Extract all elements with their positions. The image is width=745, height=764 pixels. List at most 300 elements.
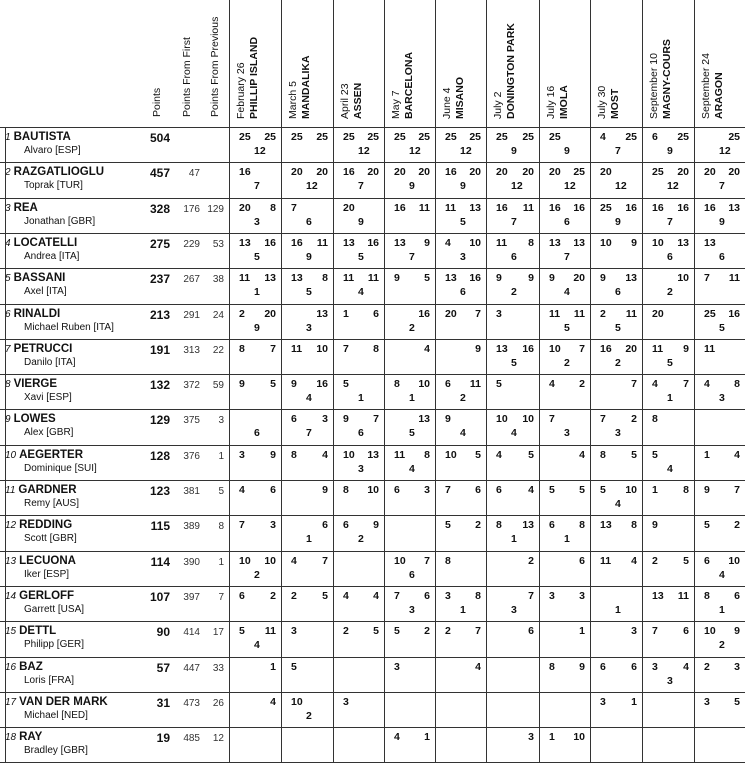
race1-points: 9 bbox=[600, 272, 606, 285]
superpole-points: 12 bbox=[719, 145, 731, 157]
column-divider bbox=[5, 127, 6, 762]
round-result bbox=[539, 268, 590, 303]
race2-points: 6 bbox=[475, 484, 481, 496]
points-from-previous-header: Points From Previous bbox=[209, 16, 221, 117]
race2-points: 7 bbox=[528, 589, 534, 602]
rider-name bbox=[5, 590, 74, 602]
round-result bbox=[486, 692, 539, 727]
race2-points: 25 bbox=[469, 131, 481, 143]
round-result bbox=[539, 374, 590, 409]
table-row bbox=[0, 727, 745, 762]
round-name: ARAGON bbox=[713, 72, 725, 119]
round-result bbox=[435, 692, 486, 727]
round-result bbox=[333, 621, 384, 656]
superpole-points: 5 bbox=[667, 356, 673, 369]
round-result bbox=[590, 304, 642, 339]
round-result bbox=[435, 339, 486, 374]
race1-points: 1 bbox=[343, 307, 349, 320]
round-result bbox=[229, 551, 281, 586]
rider-last-name: RAZGATLIOGLU bbox=[13, 166, 105, 179]
rider-name bbox=[5, 272, 65, 284]
race1-points: 10 bbox=[496, 413, 508, 426]
race1-points: 6 bbox=[704, 554, 710, 567]
race2-points: 6 bbox=[683, 625, 689, 638]
round-result bbox=[384, 304, 435, 339]
race1-points: 11 bbox=[549, 307, 561, 320]
race1-points: 16 bbox=[343, 166, 355, 179]
rider-first-name: Michael Ruben [ITA] bbox=[24, 321, 114, 333]
table-row bbox=[0, 233, 745, 268]
race2-points: 3 bbox=[734, 660, 740, 673]
round-result bbox=[333, 409, 384, 444]
round-result bbox=[642, 268, 694, 303]
round-result bbox=[486, 586, 539, 621]
rider-last-name: REDDING bbox=[19, 519, 73, 532]
race1-points: 2 bbox=[343, 625, 349, 638]
round-result bbox=[435, 621, 486, 656]
round-result bbox=[229, 515, 281, 550]
race2-points: 11 bbox=[728, 272, 740, 285]
race2-points: 16 bbox=[522, 342, 534, 355]
race1-points: 11 bbox=[652, 342, 664, 355]
superpole-points: 1 bbox=[564, 533, 570, 546]
race2-points: 4 bbox=[322, 448, 328, 461]
round-result bbox=[694, 409, 745, 444]
rider-points: 132 bbox=[149, 378, 170, 393]
round-result bbox=[694, 374, 745, 409]
rider-points-from-previous: 3 bbox=[218, 415, 224, 427]
race2-points: 13 bbox=[573, 236, 585, 249]
race2-points: 20 bbox=[264, 307, 276, 320]
round-result bbox=[281, 127, 333, 162]
race2-points: 6 bbox=[322, 519, 328, 532]
race2-points: 6 bbox=[528, 625, 534, 638]
rider-points-from-previous: 12 bbox=[212, 733, 224, 745]
race1-points: 9 bbox=[445, 413, 451, 426]
round-result bbox=[486, 162, 539, 197]
rider-last-name: DETTL bbox=[19, 625, 57, 638]
race2-points: 8 bbox=[683, 484, 689, 496]
rider-points: 107 bbox=[149, 589, 170, 604]
rider-points: 57 bbox=[156, 660, 170, 675]
round-result bbox=[694, 621, 745, 656]
race1-points: 4 bbox=[394, 731, 400, 744]
round-result bbox=[590, 198, 642, 233]
race2-points: 20 bbox=[367, 166, 379, 179]
race1-points: 25 bbox=[239, 131, 251, 143]
rider-points-from-previous: 22 bbox=[212, 344, 224, 356]
round-result bbox=[384, 621, 435, 656]
race1-points: 6 bbox=[445, 378, 451, 391]
race1-points: 11 bbox=[291, 342, 303, 355]
round-result bbox=[281, 445, 333, 480]
race2-points: 16 bbox=[728, 307, 740, 320]
race2-points: 25 bbox=[418, 131, 430, 143]
race2-points: 20 bbox=[418, 166, 430, 179]
round-name: MISANO bbox=[454, 77, 466, 119]
race1-points: 8 bbox=[291, 448, 297, 461]
rider-position: 1 bbox=[5, 132, 11, 143]
race1-points: 5 bbox=[445, 519, 451, 532]
race1-points: 20 bbox=[291, 166, 303, 179]
race1-points: 3 bbox=[394, 660, 400, 673]
round-result bbox=[590, 409, 642, 444]
round-result bbox=[694, 268, 745, 303]
round-date: September 10 bbox=[648, 53, 660, 119]
race1-points: 16 bbox=[704, 201, 716, 214]
rider-position: 12 bbox=[5, 520, 17, 532]
race1-points: 25 bbox=[445, 131, 457, 143]
row-divider bbox=[0, 727, 745, 728]
race2-points: 20 bbox=[728, 166, 740, 179]
rider-last-name: VIERGE bbox=[13, 378, 58, 391]
rider-position: 16 bbox=[5, 661, 17, 673]
race1-points: 11 bbox=[496, 236, 508, 249]
race2-points: 16 bbox=[367, 236, 379, 249]
race2-points: 7 bbox=[683, 378, 689, 391]
race2-points: 5 bbox=[734, 695, 740, 708]
superpole-points: 1 bbox=[306, 533, 312, 546]
race1-points: 10 bbox=[652, 236, 664, 249]
round-result bbox=[384, 480, 435, 515]
round-result bbox=[590, 374, 642, 409]
rider-last-name: GERLOFF bbox=[19, 589, 75, 602]
rider-points-from-first: 267 bbox=[183, 274, 200, 286]
race2-points: 4 bbox=[373, 589, 379, 602]
round-result bbox=[642, 339, 694, 374]
round-result bbox=[539, 445, 590, 480]
round-result bbox=[590, 692, 642, 727]
race2-points: 25 bbox=[573, 166, 585, 179]
row-divider bbox=[0, 409, 745, 410]
round-result bbox=[539, 304, 590, 339]
round-result bbox=[333, 374, 384, 409]
race1-points: 13 bbox=[394, 236, 406, 249]
round-result bbox=[281, 586, 333, 621]
superpole-points: 7 bbox=[254, 180, 260, 193]
superpole-points: 12 bbox=[511, 180, 523, 193]
round-result bbox=[642, 233, 694, 268]
rider-name bbox=[5, 555, 76, 567]
round-result bbox=[281, 162, 333, 197]
rider-points-from-previous: 17 bbox=[212, 627, 224, 639]
round-result bbox=[642, 480, 694, 515]
rider-points: 457 bbox=[149, 166, 170, 181]
race1-points: 2 bbox=[445, 625, 451, 638]
superpole-points: 4 bbox=[667, 462, 673, 475]
round-result bbox=[694, 657, 745, 692]
superpole-points: 4 bbox=[460, 427, 466, 440]
race1-points: 9 bbox=[496, 272, 502, 285]
round-result bbox=[486, 657, 539, 692]
race1-points: 6 bbox=[343, 519, 349, 532]
round-result bbox=[642, 551, 694, 586]
row-divider bbox=[0, 515, 745, 516]
race2-points: 11 bbox=[677, 589, 689, 602]
table-row bbox=[0, 268, 745, 303]
round-result bbox=[384, 127, 435, 162]
rider-name bbox=[5, 625, 56, 637]
race2-points: 25 bbox=[264, 131, 276, 143]
round-header-9 bbox=[642, 0, 694, 127]
superpole-points: 6 bbox=[254, 427, 260, 440]
race2-points: 8 bbox=[475, 589, 481, 602]
table-row bbox=[0, 127, 745, 162]
rider-points: 31 bbox=[156, 695, 170, 710]
table-row bbox=[0, 445, 745, 480]
race2-points: 3 bbox=[631, 625, 637, 638]
race2-points: 5 bbox=[579, 484, 585, 496]
round-result bbox=[435, 480, 486, 515]
race2-points: 8 bbox=[270, 201, 276, 214]
superpole-points: 6 bbox=[667, 250, 673, 263]
race1-points: 11 bbox=[343, 272, 355, 285]
superpole-points: 6 bbox=[719, 250, 725, 263]
superpole-points: 4 bbox=[409, 462, 415, 475]
race2-points: 10 bbox=[367, 484, 379, 496]
round-result bbox=[333, 657, 384, 692]
table-row bbox=[0, 304, 745, 339]
rider-last-name: PETRUCCI bbox=[13, 342, 73, 355]
rider-points-from-first: 390 bbox=[183, 556, 200, 568]
race2-points: 8 bbox=[373, 342, 379, 355]
row-divider bbox=[0, 198, 745, 199]
rider-last-name: RINALDI bbox=[13, 307, 61, 320]
round-result bbox=[486, 515, 539, 550]
race1-points: 20 bbox=[445, 307, 457, 320]
round-result bbox=[384, 692, 435, 727]
superpole-points: 1 bbox=[460, 603, 466, 616]
round-result bbox=[694, 233, 745, 268]
race1-points: 13 bbox=[343, 236, 355, 249]
rider-position: 10 bbox=[5, 449, 17, 461]
superpole-points: 9 bbox=[667, 145, 673, 157]
race1-points: 3 bbox=[343, 695, 349, 708]
rider-first-name: Iker [ESP] bbox=[24, 568, 70, 580]
column-divider bbox=[435, 0, 436, 762]
race1-points: 20 bbox=[652, 307, 664, 320]
rider-points-from-first: 376 bbox=[183, 450, 200, 462]
row-divider bbox=[0, 268, 745, 269]
round-result bbox=[486, 198, 539, 233]
table-row bbox=[0, 692, 745, 727]
race2-points: 13 bbox=[522, 519, 534, 532]
row-divider bbox=[0, 657, 745, 658]
round-result bbox=[229, 586, 281, 621]
superpole-points: 4 bbox=[306, 392, 312, 405]
rider-points: 328 bbox=[149, 201, 170, 216]
points-header-cell bbox=[144, 0, 170, 127]
round-result bbox=[435, 551, 486, 586]
superpole-points: 7 bbox=[511, 215, 517, 228]
round-result bbox=[229, 127, 281, 162]
race1-points: 6 bbox=[239, 589, 245, 602]
race2-points: 20 bbox=[522, 166, 534, 179]
race2-points: 5 bbox=[424, 272, 430, 285]
rider-first-name: Loris [FRA] bbox=[24, 674, 75, 686]
round-result bbox=[486, 339, 539, 374]
race1-points: 1 bbox=[652, 484, 658, 496]
superpole-points: 4 bbox=[511, 427, 517, 440]
race2-points: 2 bbox=[424, 625, 430, 638]
round-result bbox=[281, 268, 333, 303]
rider-position: 18 bbox=[5, 732, 17, 744]
round-result bbox=[435, 727, 486, 762]
rider-last-name: BAZ bbox=[19, 660, 43, 673]
rider-first-name: Dominique [SUI] bbox=[24, 462, 97, 474]
round-name: DONINGTON PARK bbox=[505, 23, 517, 119]
race1-points: 16 bbox=[394, 201, 406, 214]
race2-points: 10 bbox=[469, 236, 481, 249]
round-result bbox=[486, 127, 539, 162]
race2-points: 7 bbox=[631, 378, 637, 391]
superpole-points: 6 bbox=[409, 568, 415, 581]
race1-points: 13 bbox=[291, 272, 303, 285]
row-divider bbox=[0, 233, 745, 234]
race1-points: 5 bbox=[600, 484, 606, 496]
round-result bbox=[642, 515, 694, 550]
rider-last-name: LECUONA bbox=[19, 554, 76, 567]
table-row bbox=[0, 515, 745, 550]
points-header: Points bbox=[151, 87, 163, 117]
round-result bbox=[539, 409, 590, 444]
rider-position: 2 bbox=[5, 167, 11, 179]
round-result bbox=[435, 304, 486, 339]
round-result bbox=[694, 515, 745, 550]
race2-points: 16 bbox=[316, 378, 328, 391]
superpole-points: 7 bbox=[409, 250, 415, 263]
row-divider bbox=[0, 551, 745, 552]
race1-points: 4 bbox=[549, 378, 555, 391]
round-result bbox=[333, 233, 384, 268]
race1-points: 9 bbox=[394, 272, 400, 285]
column-divider bbox=[229, 0, 230, 762]
round-result bbox=[486, 233, 539, 268]
race2-points: 10 bbox=[625, 484, 637, 496]
round-result bbox=[694, 551, 745, 586]
race2-points: 7 bbox=[270, 342, 276, 355]
rider-points-from-previous: 33 bbox=[212, 662, 224, 674]
race2-points: 5 bbox=[528, 448, 534, 461]
superpole-points: 2 bbox=[719, 639, 725, 652]
superpole-points: 1 bbox=[358, 392, 364, 405]
round-result bbox=[694, 339, 745, 374]
superpole-points: 2 bbox=[667, 286, 673, 299]
superpole-points: 6 bbox=[564, 215, 570, 228]
race1-points: 9 bbox=[239, 378, 245, 391]
race2-points: 4 bbox=[579, 448, 585, 461]
table-row bbox=[0, 621, 745, 656]
rider-name bbox=[5, 519, 72, 531]
round-result bbox=[539, 692, 590, 727]
race1-points: 9 bbox=[652, 519, 658, 532]
rider-position: 7 bbox=[5, 343, 11, 355]
superpole-points: 5 bbox=[719, 321, 725, 334]
race2-points: 3 bbox=[424, 484, 430, 496]
rider-position: 11 bbox=[5, 485, 16, 496]
superpole-points: 5 bbox=[306, 286, 312, 299]
race1-points: 7 bbox=[704, 272, 710, 285]
round-result bbox=[590, 127, 642, 162]
rider-last-name: BASSANI bbox=[13, 272, 66, 285]
round-result bbox=[281, 692, 333, 727]
superpole-points: 1 bbox=[409, 392, 415, 405]
superpole-points: 5 bbox=[358, 250, 364, 263]
race1-points: 4 bbox=[445, 236, 451, 249]
race1-points: 10 bbox=[291, 695, 303, 708]
round-result bbox=[539, 657, 590, 692]
round-result bbox=[642, 692, 694, 727]
race1-points: 10 bbox=[343, 448, 355, 461]
race2-points: 13 bbox=[316, 307, 328, 320]
race2-points: 13 bbox=[677, 236, 689, 249]
rider-last-name: AEGERTER bbox=[19, 448, 84, 461]
round-result bbox=[333, 268, 384, 303]
superpole-points: 4 bbox=[564, 286, 570, 299]
race2-points: 2 bbox=[631, 413, 637, 426]
race2-points: 4 bbox=[424, 342, 430, 355]
rider-points-from-previous: 7 bbox=[218, 591, 224, 603]
round-result bbox=[435, 374, 486, 409]
race2-points: 16 bbox=[625, 201, 637, 214]
superpole-points: 2 bbox=[306, 709, 312, 722]
rider-points-from-first: 291 bbox=[183, 309, 200, 321]
race1-points: 9 bbox=[291, 378, 297, 391]
rider-name bbox=[5, 166, 104, 178]
rider-points-from-first: 229 bbox=[183, 238, 200, 250]
round-result bbox=[694, 304, 745, 339]
rider-name bbox=[5, 237, 77, 249]
rider-position: 14 bbox=[5, 590, 17, 602]
round-date: May 7 bbox=[390, 90, 402, 119]
superpole-points: 9 bbox=[254, 321, 260, 334]
race2-points: 2 bbox=[579, 378, 585, 391]
race1-points: 8 bbox=[704, 589, 710, 602]
round-result bbox=[281, 657, 333, 692]
race1-points: 11 bbox=[394, 448, 406, 461]
superpole-points: 7 bbox=[306, 427, 312, 440]
rider-points-from-first: 375 bbox=[183, 415, 200, 427]
rider-points: 128 bbox=[149, 448, 170, 463]
superpole-points: 3 bbox=[615, 427, 621, 440]
race1-points: 5 bbox=[704, 519, 710, 532]
row-divider bbox=[0, 127, 745, 128]
table-row bbox=[0, 339, 745, 374]
rider-first-name: Remy [AUS] bbox=[24, 498, 80, 509]
round-date: April 23 bbox=[339, 83, 351, 119]
rider-points-from-previous: 1 bbox=[218, 450, 224, 462]
round-result bbox=[435, 198, 486, 233]
round-result bbox=[435, 233, 486, 268]
points-from-first-header: Points From First bbox=[181, 37, 193, 117]
round-result bbox=[435, 127, 486, 162]
row-divider bbox=[0, 304, 745, 305]
superpole-points: 3 bbox=[409, 603, 415, 616]
round-result bbox=[281, 374, 333, 409]
superpole-points: 9 bbox=[719, 215, 725, 228]
rider-first-name: Toprak [TUR] bbox=[24, 180, 83, 192]
row-divider bbox=[0, 762, 745, 763]
race2-points: 10 bbox=[573, 731, 585, 744]
race2-points: 7 bbox=[424, 554, 430, 567]
rider-name bbox=[5, 731, 42, 743]
rider-points: 19 bbox=[156, 731, 170, 746]
race2-points: 9 bbox=[528, 272, 534, 285]
race1-points: 7 bbox=[652, 625, 658, 638]
round-result bbox=[694, 692, 745, 727]
round-result bbox=[694, 127, 745, 162]
rider-points-from-first: 485 bbox=[183, 733, 200, 745]
